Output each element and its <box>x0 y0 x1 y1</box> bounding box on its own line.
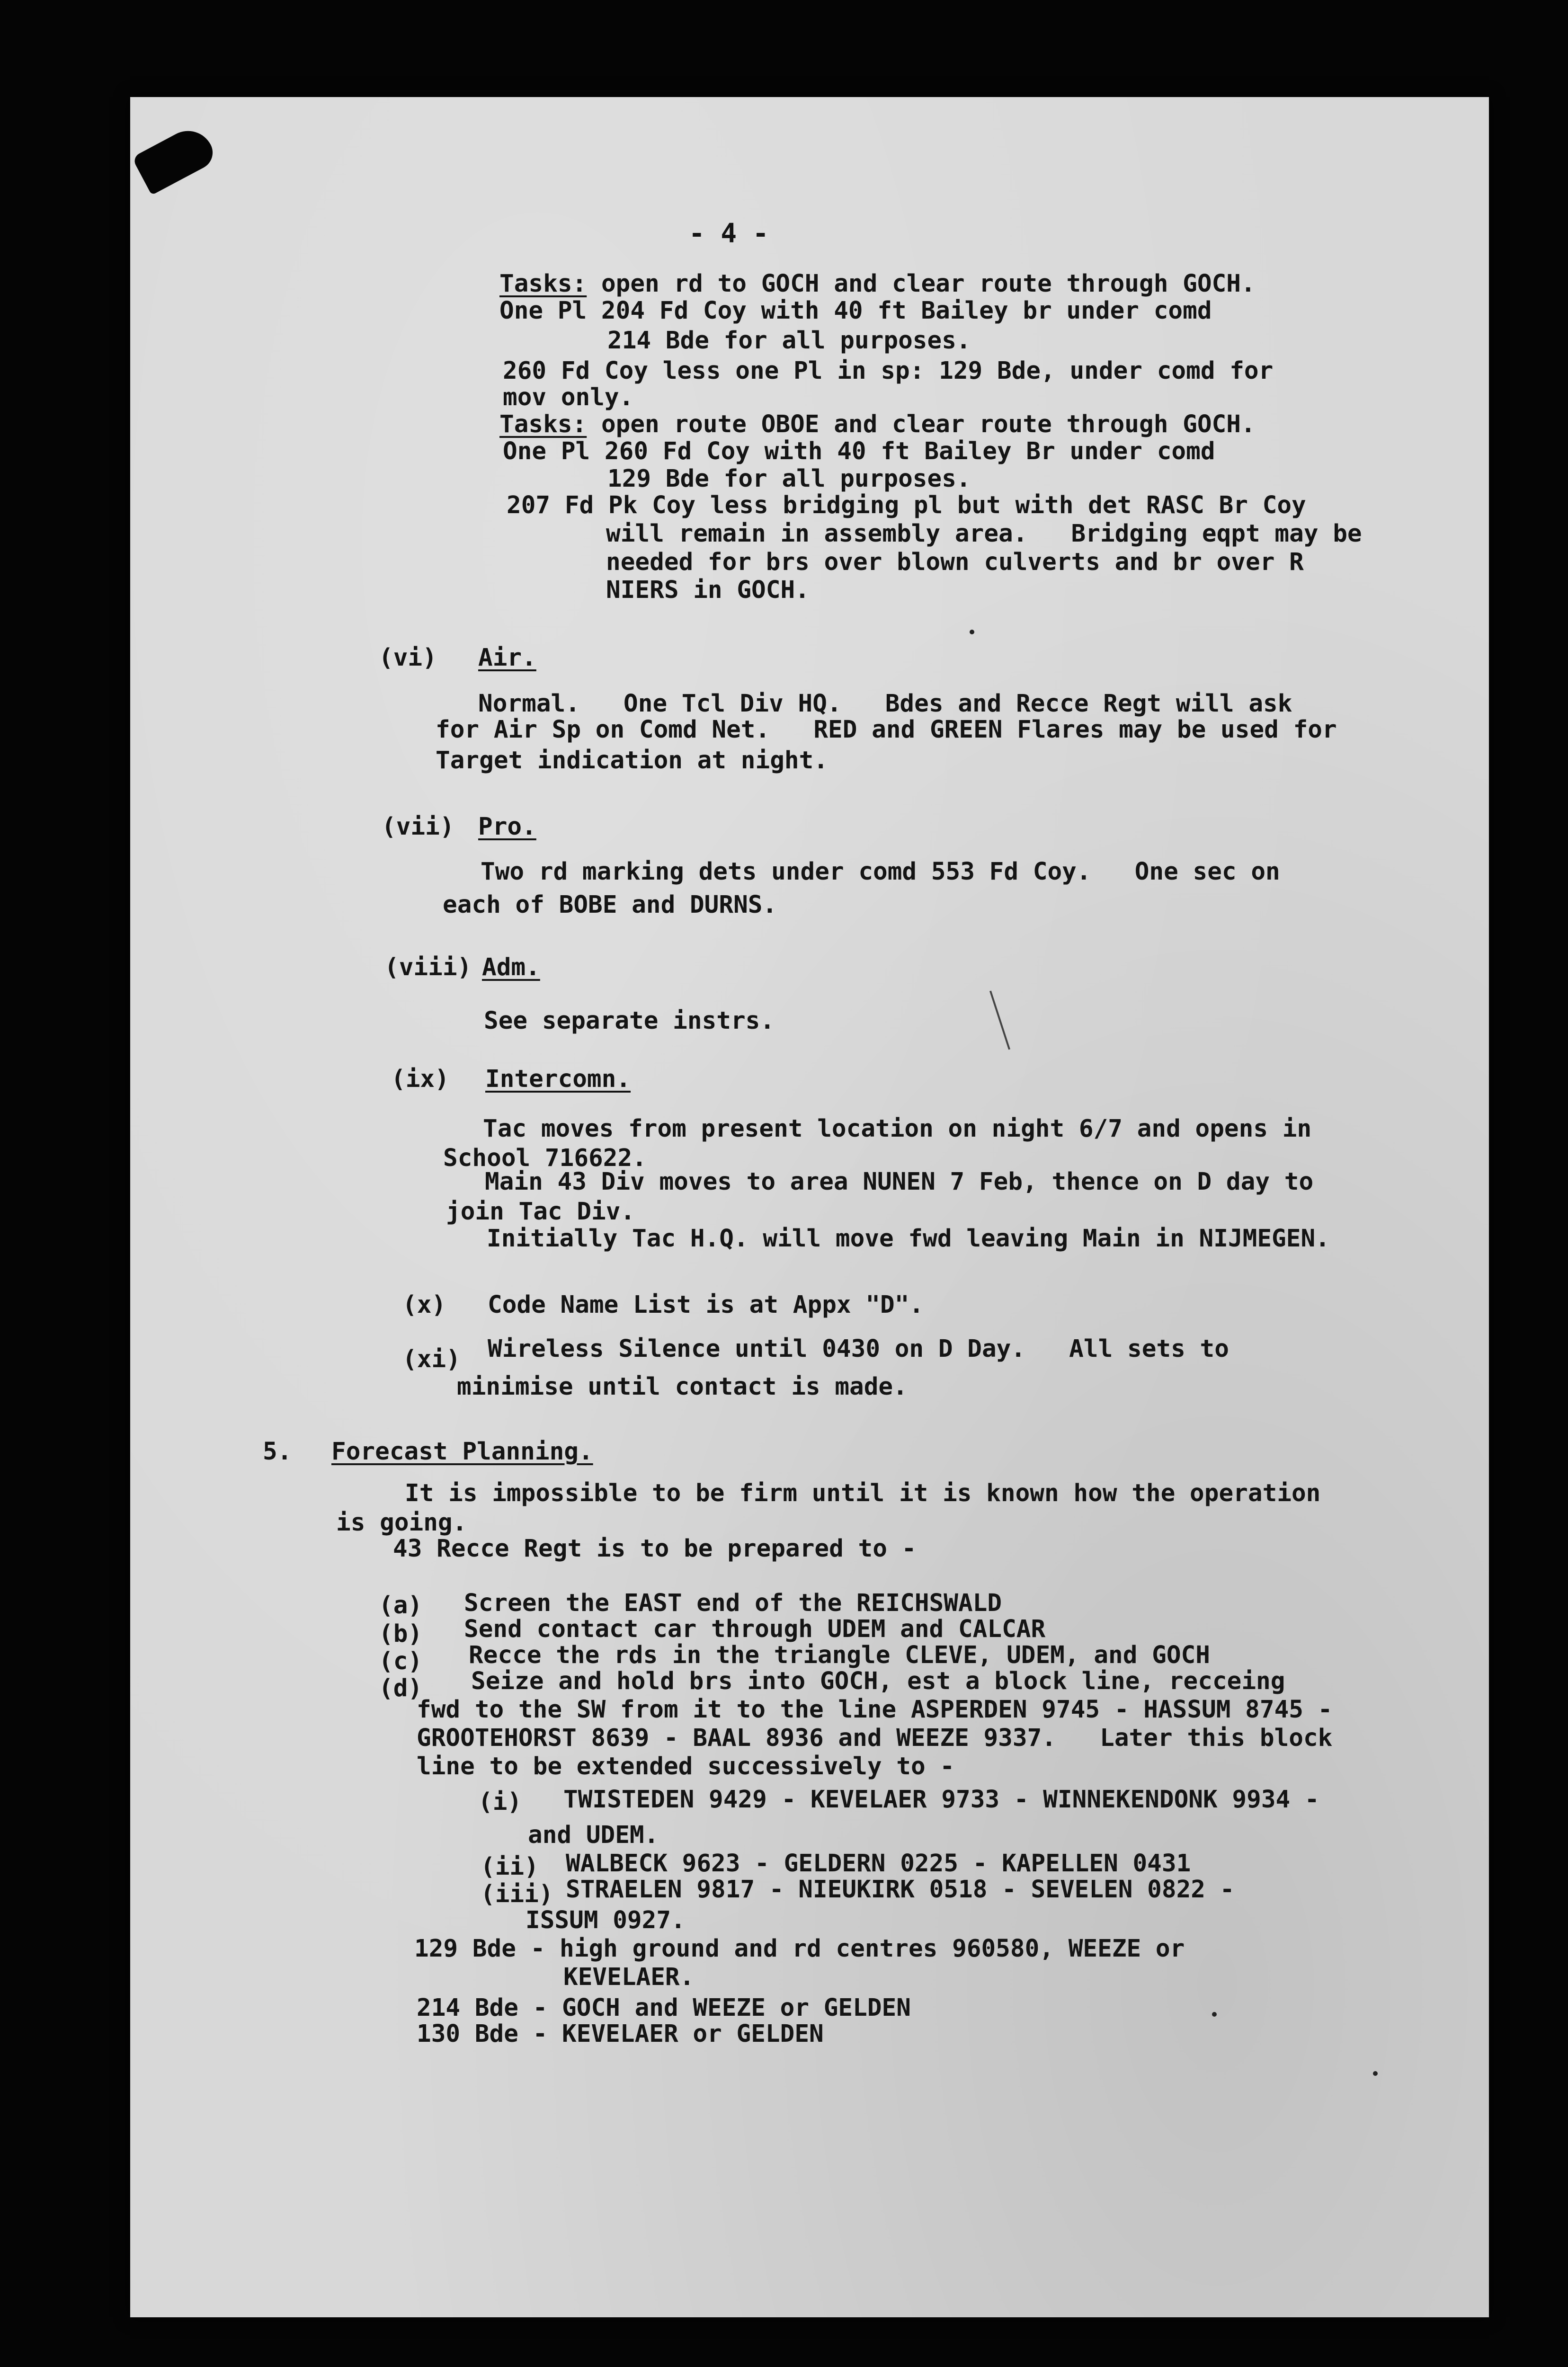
text-line: See separate instrs. <box>484 1007 775 1035</box>
item-letter: (c) <box>379 1647 423 1675</box>
text-line: will remain in assembly area. Bridging eqpt may be <box>606 520 1362 548</box>
text-line: 130 Bde - KEVELAER or GELDEN <box>417 2020 824 2048</box>
para-heading: Intercomn. <box>485 1065 631 1093</box>
text-line: Two rd marking dets under comd 553 Fd Coy. One sec on <box>481 858 1280 886</box>
text-line: 129 Bde for all purposes. <box>607 465 971 493</box>
text-line: fwd to the SW from it to the line ASPERDEN 9745 - HASSUM 8745 - <box>417 1696 1333 1724</box>
para-number: (vi) <box>379 644 437 672</box>
text-line: line to be extended successively to - <box>417 1753 955 1780</box>
text-line: Initially Tac H.Q. will move fwd leaving Main in NIJMEGEN. <box>487 1225 1330 1253</box>
text-line: each of BOBE and DURNS. <box>443 891 777 919</box>
text-line: minimise until contact is made. <box>457 1373 908 1401</box>
text-line: It is impossible to be firm until it is known how the operation <box>405 1479 1321 1507</box>
text-line: ISSUM 0927. <box>526 1906 686 1934</box>
text-line: Main 43 Div moves to area NUNEN 7 Feb, thence on D day to <box>485 1168 1314 1196</box>
text-line: One Pl 260 Fd Coy with 40 ft Bailey Br under comd <box>503 437 1215 465</box>
para-heading: Air. <box>478 644 536 672</box>
para-number: (vii) <box>382 813 454 841</box>
para-number: (ix) <box>391 1065 449 1093</box>
para-number: (xi) <box>402 1345 461 1373</box>
text-line: join Tac Div. <box>446 1198 635 1226</box>
text-line: 260 Fd Coy less one Pl in sp: 129 Bde, under comd for <box>503 357 1274 385</box>
item-roman: (ii) <box>481 1853 539 1881</box>
text-line: 214 Bde - GOCH and WEEZE or GELDEN <box>417 1994 911 2022</box>
text-line: 207 Fd Pk Coy less bridging pl but with det RASC Br Coy <box>507 491 1306 519</box>
item-letter: (d) <box>379 1674 423 1702</box>
text-line: Recce the rds in the triangle CLEVE, UDEM, and GOCH <box>469 1641 1210 1669</box>
text-line: School 716622. <box>443 1144 647 1172</box>
item-roman: (i) <box>478 1788 522 1816</box>
text-line: WALBECK 9623 - GELDERN 0225 - KAPELLEN 0431 <box>566 1850 1191 1878</box>
text-line: NIERS in GOCH. <box>606 576 810 604</box>
item-letter: (b) <box>379 1620 423 1648</box>
speck <box>1373 2071 1378 2076</box>
para-heading: Adm. <box>482 953 540 981</box>
speck <box>1212 2012 1217 2017</box>
para-heading: Pro. <box>478 813 536 841</box>
speck <box>970 630 974 634</box>
text-line: TWISTEDEN 9429 - KEVELAER 9733 - WINNEKENDONK 9934 - <box>563 1786 1319 1814</box>
text-line: and UDEM. <box>528 1821 659 1849</box>
text-line: GROOTEHORST 8639 - BAAL 8936 and WEEZE 9337. Later this block <box>417 1724 1333 1752</box>
tasks-label: Tasks: <box>499 270 587 298</box>
text-line: STRAELEN 9817 - NIEUKIRK 0518 - SEVELEN 0822 - <box>566 1876 1235 1904</box>
section-number: 5. <box>263 1438 292 1466</box>
text-line: 43 Recce Regt is to be prepared to - <box>393 1535 917 1563</box>
text-line: Wireless Silence until 0430 on D Day. All sets to <box>488 1335 1229 1363</box>
tasks-line-2 <box>499 409 1256 439</box>
text-line: Normal. One Tcl Div HQ. Bdes and Recce Regt will ask <box>478 690 1292 718</box>
text-line: needed for brs over blown culverts and br over R <box>606 548 1304 576</box>
item-roman: (iii) <box>481 1880 553 1908</box>
text-line: for Air Sp on Comd Net. RED and GREEN Flares may be used for <box>436 716 1337 744</box>
text-line: Screen the EAST end of the REICHSWALD <box>464 1589 1002 1617</box>
text-line: Seize and hold brs into GOCH, est a block line, recceing <box>471 1667 1285 1695</box>
page-number: - 4 - <box>689 218 769 249</box>
para-number: (viii) <box>384 953 472 981</box>
tasks-label: Tasks: <box>499 410 587 438</box>
text-line: is going. <box>336 1509 467 1537</box>
text-line: Send contact car through UDEM and CALCAR <box>464 1615 1046 1643</box>
para-number: (x) <box>402 1291 446 1319</box>
item-letter: (a) <box>379 1592 423 1620</box>
tasks-line-1 <box>499 269 1256 299</box>
text-line: 214 Bde for all purposes. <box>607 327 971 355</box>
section-heading: Forecast Planning. <box>331 1438 593 1466</box>
text-line: Code Name List is at Appx "D". <box>488 1291 924 1319</box>
text-line: One Pl 204 Fd Coy with 40 ft Bailey br under comd <box>499 297 1212 325</box>
text-line: Tac moves from present location on night 6/7 and opens in <box>483 1115 1312 1143</box>
text-line: KEVELAER. <box>563 1963 695 1991</box>
text-line: 129 Bde - high ground and rd centres 960580, WEEZE or <box>414 1935 1185 1963</box>
text-line: mov only. <box>503 383 634 411</box>
text-line: Target indication at night. <box>436 747 829 774</box>
tasks-text: open route OBOE and clear route through GOCH. <box>587 410 1256 438</box>
tasks-text: open rd to GOCH and clear route through GOCH. <box>587 270 1256 298</box>
